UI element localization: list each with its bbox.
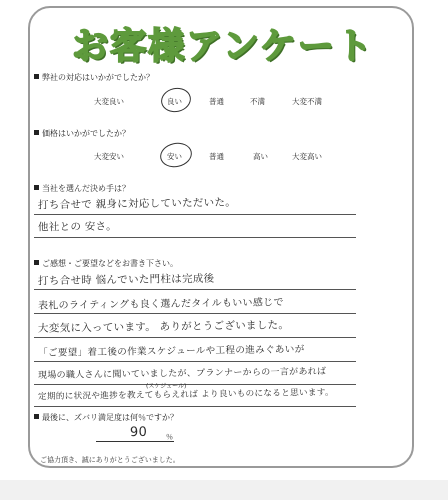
answer-rule bbox=[34, 406, 356, 407]
bottom-strip bbox=[0, 480, 448, 500]
survey-title: お客様アンケート bbox=[72, 26, 374, 67]
bullet-square-icon bbox=[34, 74, 39, 79]
service-option-1: 大変良い bbox=[94, 97, 124, 106]
question-reason-label: 当社を選んだ決め手は？ bbox=[42, 184, 130, 193]
answer-rule bbox=[34, 237, 356, 238]
service-option-5: 大変不満 bbox=[292, 97, 322, 106]
question-reason bbox=[34, 183, 130, 194]
comment-line-4: 「ご要望」着工後の作業スケジュールや工程の進みぐあいが bbox=[37, 344, 305, 359]
question-satisfaction bbox=[34, 412, 178, 423]
reason-answer-line-1: 打ち合せで 親身に対応していただいた。 bbox=[37, 196, 237, 212]
price-option-1: 大変安い bbox=[94, 152, 124, 161]
question-price bbox=[34, 128, 130, 139]
service-option-4: 不満 bbox=[250, 97, 265, 106]
service-option-2: 良い bbox=[167, 97, 182, 106]
question-comments-label: ご感想・ご要望などをお書き下さい。 bbox=[42, 259, 178, 268]
satisfaction-value: 90 bbox=[129, 424, 148, 441]
bullet-square-icon bbox=[34, 130, 39, 135]
answer-rule bbox=[34, 337, 356, 338]
price-option-5: 大変高い bbox=[292, 152, 322, 161]
comment-insert-note: (スケジュール) bbox=[146, 383, 187, 390]
question-service bbox=[34, 72, 154, 83]
answer-rule bbox=[34, 214, 356, 215]
bullet-square-icon bbox=[34, 414, 39, 419]
price-option-3: 普通 bbox=[209, 152, 224, 161]
answer-rule bbox=[34, 384, 356, 385]
question-comments bbox=[34, 258, 178, 269]
answer-rule bbox=[34, 361, 356, 362]
reason-answer-line-2: 他社との 安さ。 bbox=[37, 220, 117, 234]
bullet-square-icon bbox=[34, 260, 39, 265]
satisfaction-rule bbox=[96, 441, 174, 442]
comment-line-3: 大変気に入っています。 ありがとうございました。 bbox=[37, 319, 290, 335]
question-service-label: 弊社の対応はいかがでしたか？ bbox=[42, 73, 154, 82]
thank-you-note: ご協力頂き、誠にありがとうございました。 bbox=[40, 456, 180, 464]
answer-rule bbox=[34, 289, 356, 290]
comment-line-6: 定期的に状況や進捗を教えてもらえれば より良いものになると思います。 bbox=[37, 387, 334, 403]
satisfaction-unit: ％ bbox=[166, 433, 173, 441]
answer-rule bbox=[34, 313, 356, 314]
price-option-2: 安い bbox=[167, 152, 182, 161]
comment-line-5: 現場の職人さんに聞いていましたが、プランナーからの一言があれば bbox=[37, 366, 327, 382]
comment-line-2: 表札のライティングも良く選んだタイルもいい感じで bbox=[37, 297, 284, 312]
question-price-label: 価格はいかがでしたか？ bbox=[42, 129, 130, 138]
comment-line-1: 打ち合せ時 悩んでいた門柱は完成後 bbox=[37, 272, 215, 288]
bullet-square-icon bbox=[34, 185, 39, 190]
price-option-4: 高い bbox=[253, 152, 268, 161]
service-option-3: 普通 bbox=[209, 97, 224, 106]
question-satisfaction-label: 最後に、ズバリ満足度は何％ですか？ bbox=[42, 413, 178, 422]
